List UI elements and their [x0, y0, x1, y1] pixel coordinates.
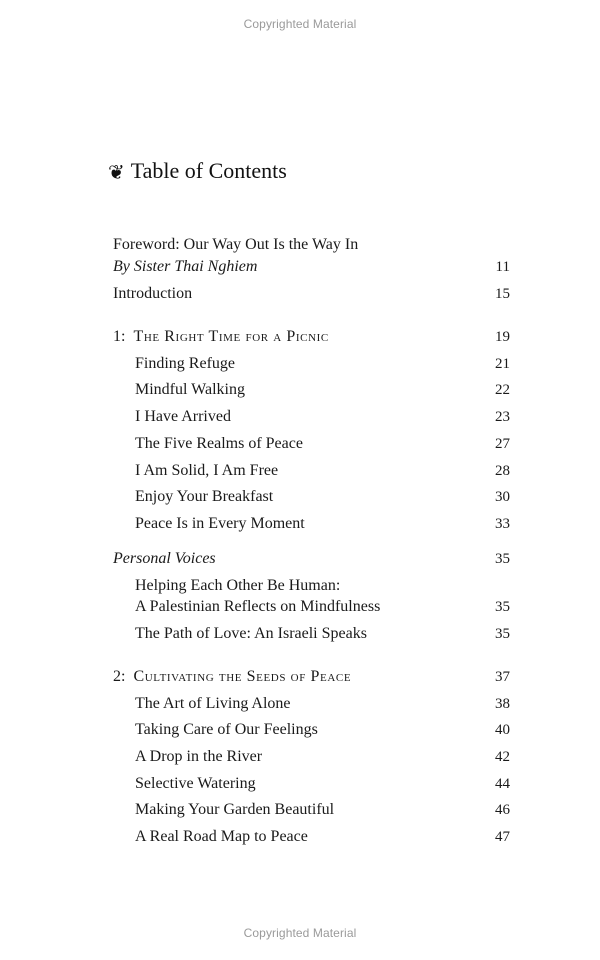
chapter-heading: [113, 326, 329, 348]
chapter-number: 1:: [113, 328, 126, 345]
toc-chapter-1: [0, 326, 600, 348]
toc-entry: [0, 623, 600, 645]
entry-title: A Drop in the River: [135, 748, 263, 765]
entry-title: A Real Road Map to Peace: [135, 828, 308, 845]
toc-entry: [0, 799, 600, 821]
entry-page: 15: [495, 286, 510, 302]
entry-page: 35: [495, 599, 510, 615]
entry-page: 33: [495, 516, 510, 532]
entry-page: 38: [495, 696, 510, 712]
entry-page: 28: [495, 463, 510, 479]
chapter-title: Cultivating the Seeds of Peace: [133, 668, 352, 685]
entry-title: A Palestinian Reflects on Mindfulness: [135, 598, 381, 615]
toc-heading: [108, 158, 287, 184]
entry-title: Introduction: [113, 285, 193, 302]
toc-section-personal-voices: [0, 548, 600, 570]
entry-page: 22: [495, 382, 510, 398]
toc-entry: [0, 460, 600, 482]
entry-title: Taking Care of Our Feelings: [135, 721, 318, 738]
toc-entry: [0, 693, 600, 715]
entry-page: 37: [495, 669, 510, 685]
chapter-title: The Right Time for a Picnic: [133, 328, 329, 345]
entry-title: The Five Realms of Peace: [135, 435, 303, 452]
chapter-number: 2:: [113, 668, 126, 685]
entry-title: Mindful Walking: [135, 381, 245, 398]
entry-page: 42: [495, 749, 510, 765]
toc-entry: [0, 486, 600, 508]
toc-entry: [0, 773, 600, 795]
toc-entry: [0, 826, 600, 848]
toc-entry: [0, 575, 600, 597]
toc-entry: [0, 746, 600, 768]
entry-title: Foreword: Our Way Out Is the Way In: [113, 236, 359, 253]
entry-page: 35: [495, 626, 510, 642]
entry-title: I Have Arrived: [135, 408, 231, 425]
entry-title: The Art of Living Alone: [135, 695, 291, 712]
entry-title: Peace Is in Every Moment: [135, 515, 305, 532]
entry-page: 21: [495, 356, 510, 372]
entry-title: Enjoy Your Breakfast: [135, 488, 274, 505]
entry-page: 11: [495, 259, 510, 275]
entry-page: 44: [495, 776, 510, 792]
entry-title: I Am Solid, I Am Free: [135, 462, 279, 479]
entry-page: 47: [495, 829, 510, 845]
entry-title: Finding Refuge: [135, 355, 235, 372]
toc-entry: [0, 406, 600, 428]
entry-page: 30: [495, 489, 510, 505]
entry-page: 46: [495, 802, 510, 818]
toc-entry: [0, 719, 600, 741]
entry-page: 40: [495, 722, 510, 738]
toc-entry-foreword-author: [0, 256, 600, 278]
entry-page: 23: [495, 409, 510, 425]
watermark-bottom: Copyrighted Material: [243, 926, 357, 940]
toc-entry: [0, 379, 600, 401]
entry-title: Helping Each Other Be Human:: [135, 577, 341, 594]
toc-entry: [0, 353, 600, 375]
watermark-top: Copyrighted Material: [243, 17, 357, 31]
entry-title: Personal Voices: [113, 550, 216, 567]
toc-entry: [0, 596, 600, 618]
ornament-icon: ❦: [108, 162, 125, 184]
toc-title: Table of Contents: [130, 158, 287, 183]
entry-title: Making Your Garden Beautiful: [135, 801, 335, 818]
entry-title: The Path of Love: An Israeli Speaks: [135, 625, 367, 642]
entry-page: 27: [495, 436, 510, 452]
chapter-heading: [113, 666, 351, 688]
entry-page: 19: [495, 329, 510, 345]
toc-chapter-2: [0, 666, 600, 688]
entry-title: By Sister Thai Nghiem: [113, 258, 258, 275]
entry-page: 35: [495, 551, 510, 567]
toc-entry: [0, 513, 600, 535]
toc-entry: [0, 433, 600, 455]
entry-title: Selective Watering: [135, 775, 256, 792]
toc-entry-foreword: [0, 234, 600, 256]
toc-entry-introduction: [0, 283, 600, 305]
